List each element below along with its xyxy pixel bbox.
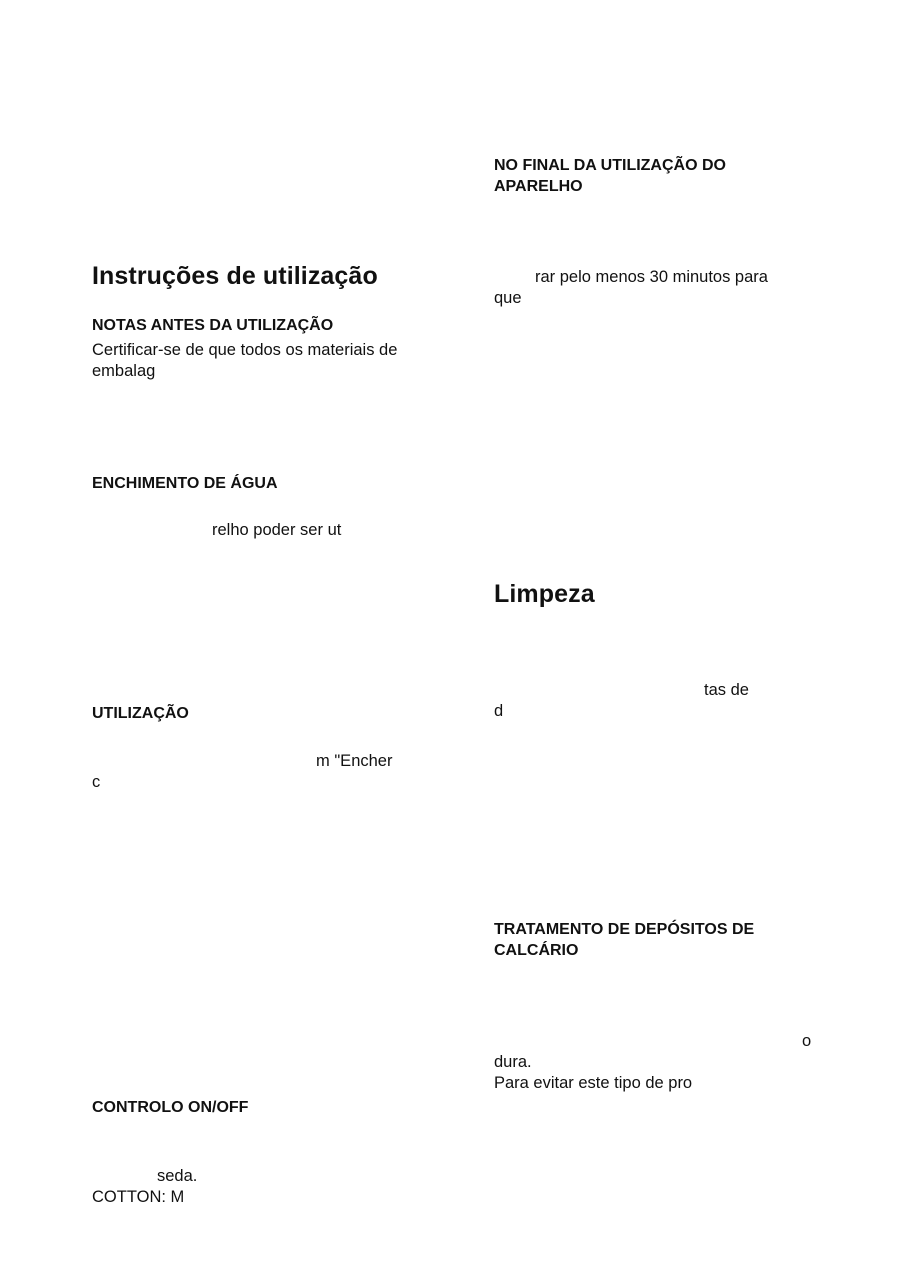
section-title-instructions: Instruções de utilização [92, 262, 378, 290]
section-title-cleaning: Limpeza [494, 580, 595, 608]
filling-text-line-1: relho poder ser ut [212, 521, 342, 539]
use-text-line-2: c [92, 773, 101, 791]
use-text-line-1: m "Encher [316, 752, 393, 770]
scale-text-line-1: o [802, 1032, 812, 1050]
heading-notes-before-use: NOTAS ANTES DA UTILIZAÇÃO [92, 317, 334, 334]
heading-end-of-use-line-1: NO FINAL DA UTILIZAÇÃO DO [494, 157, 726, 174]
heading-onoff-control: CONTROLO ON/OFF [92, 1099, 249, 1116]
heading-scale-treatment-line-2: CALCÁRIO [494, 942, 579, 959]
cleaning-text-line-2: d [494, 702, 504, 720]
cleaning-text-line-1: tas de [704, 681, 749, 699]
heading-use: UTILIZAÇÃO [92, 705, 189, 722]
end-text-line-2: que [494, 289, 522, 307]
notes-text-line-1: Certificar-se de que todos os materiais de [92, 341, 398, 359]
heading-water-filling: ENCHIMENTO DE ÁGUA [92, 475, 278, 492]
heading-end-of-use-line-2: APARELHO [494, 178, 583, 195]
onoff-text-line-1: seda. [157, 1167, 198, 1185]
end-text-line-1: rar pelo menos 30 minutos para [535, 268, 768, 286]
onoff-text-line-2: COTTON: M [92, 1188, 185, 1206]
heading-scale-treatment-line-1: TRATAMENTO DE DEPÓSITOS DE [494, 921, 755, 938]
scale-text-line-3: Para evitar este tipo de pro [494, 1074, 693, 1092]
notes-text-line-2: embalag [92, 362, 156, 380]
scale-text-line-2: dura. [494, 1053, 532, 1071]
